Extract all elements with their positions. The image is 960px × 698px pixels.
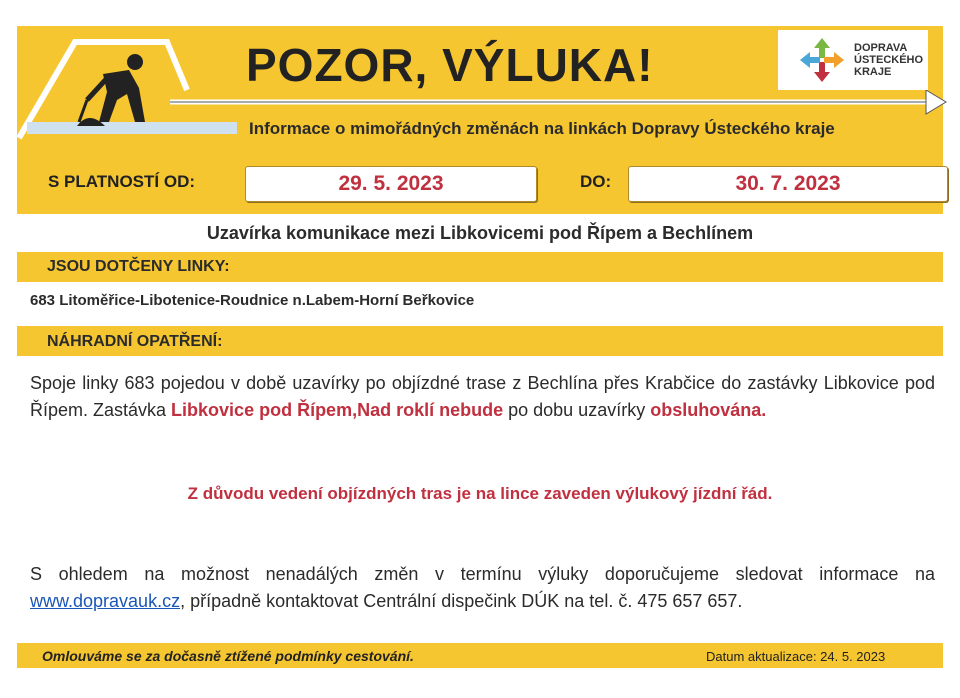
four-arrows-logo-icon [798,36,846,84]
footer-apology: Omlouváme se za dočasně ztížené podmínky cestování. [42,648,414,664]
measures-paragraph [30,370,935,424]
contact-paragraph [30,561,935,615]
served-text: obsluhována. [650,400,767,420]
brand-logo [778,30,928,90]
measures-bar [17,326,943,356]
footer-updated-date: Datum aktualizace: 24. 5. 2023 [706,649,886,664]
page-title: POZOR, VÝLUKA! [246,39,654,91]
brand-line: DOPRAVA [854,42,908,54]
closure-title: Uzavírka komunikace mezi Libkovicemi pod Řípem a Bechlínem [206,223,754,243]
valid-from-date: 29. 5. 2023 [245,166,537,202]
timetable-notice: Z důvodu vedení objízdných tras je na lince zaveden výlukový jízdní řád. [187,484,773,503]
measures-text: Spoje linky 683 pojedou v době uzavírky po objízdné trase z Bechlína přes Krabčice do zastávky Libkovice pod Řípem. Zastávka [30,373,935,420]
brand-line: ÚSTECKÉHO [854,54,924,66]
website-link[interactable]: www.dopravauk.cz [30,591,181,611]
affected-line-item: 683 Litoměřice-Libotenice-Roudnice n.Labem-Horní Beřkovice [30,292,475,309]
affected-lines-label: JSOU DOTČENY LINKY: [47,258,230,275]
contact-text: , případně kontaktovat Centrální dispečink DÚK na tel. č. 475 657 657. [180,591,743,611]
measures-label: NÁHRADNÍ OPATŘENÍ: [47,333,223,350]
valid-from-label: S PLATNOSTÍ OD: [48,172,196,191]
affected-stop-text: Libkovice pod Řípem,Nad roklí nebude [171,400,504,420]
valid-to-date: 30. 7. 2023 [628,166,948,202]
measures-text: po dobu uzavírky [503,400,651,420]
page-subtitle: Informace o mimořádných změnách na linkách Dopravy Ústeckého kraje [249,119,835,138]
brand-line: KRAJE [854,66,892,78]
valid-to-label: DO: [580,172,612,191]
affected-lines-bar [17,252,943,282]
contact-text: S ohledem na možnost nenadálých změn v termínu výluky doporučujeme sledovat informace na [30,564,935,584]
